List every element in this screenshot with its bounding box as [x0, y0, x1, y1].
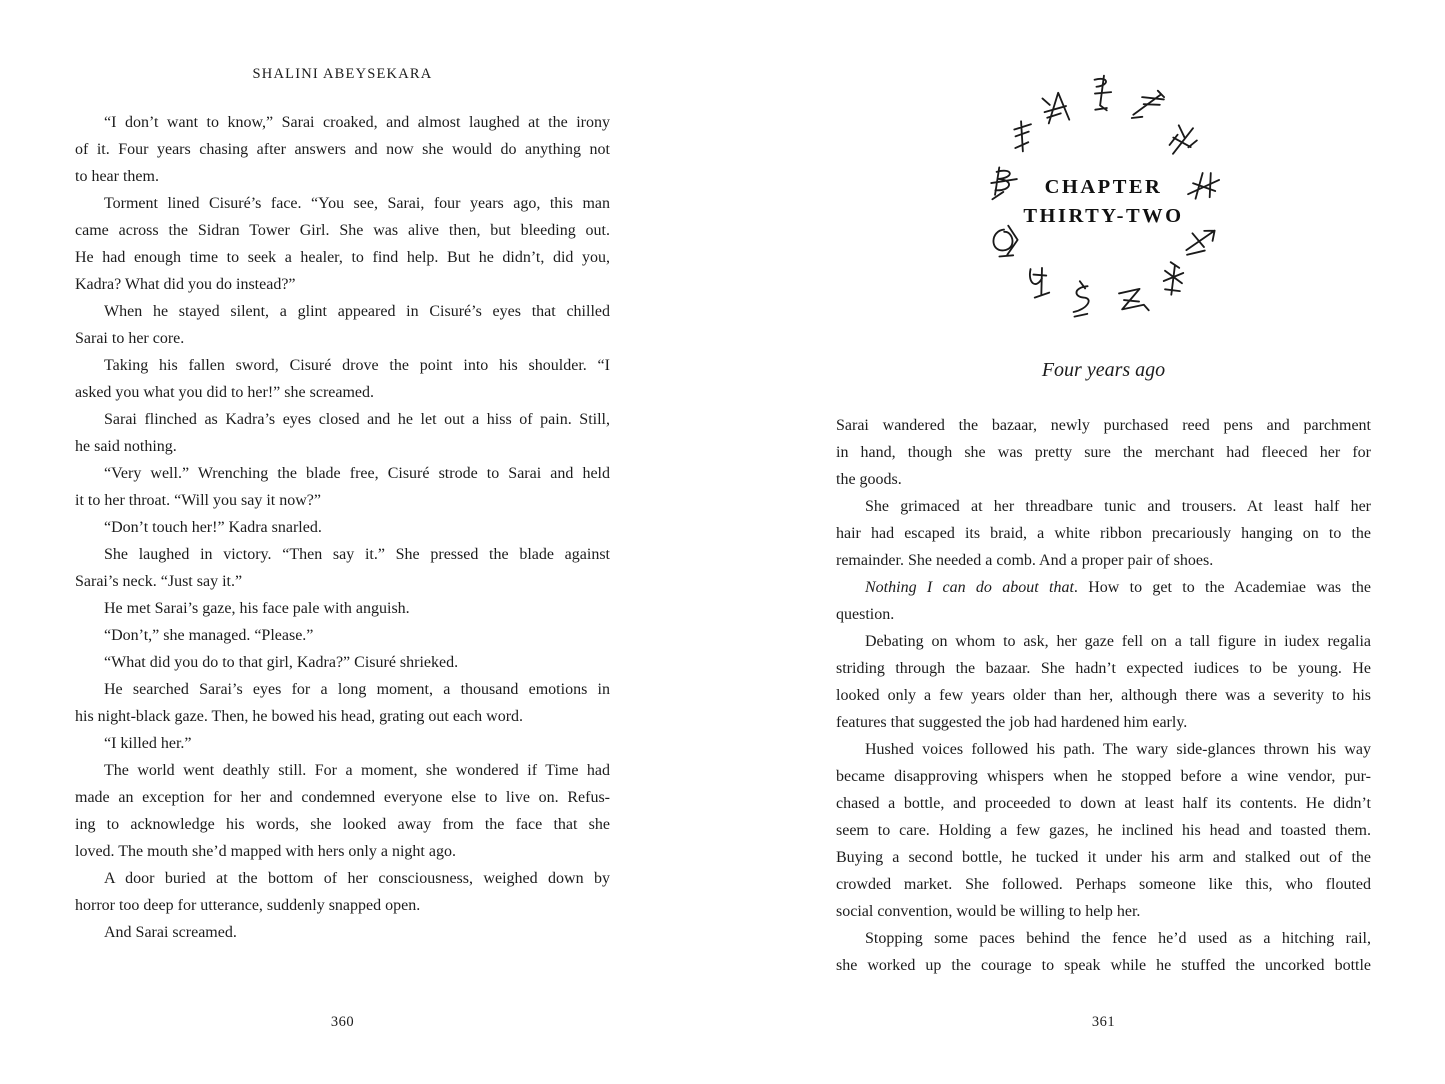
- text-line: made an exception for her and condemned everyone else to live on. Refus-: [75, 789, 610, 806]
- chapter-title: [1023, 173, 1183, 231]
- text-line: Sarai to her core.: [75, 330, 185, 347]
- right-page: [836, 0, 1371, 1084]
- text-line: seem to care. Holding a few gazes, he inclined his head and toasted them.: [836, 822, 1371, 839]
- text-line: She grimaced at her threadbare tunic and trousers. At least half her: [865, 498, 1371, 515]
- text-line: Buying a second bottle, he tucked it under his arm and stalked out of the: [836, 849, 1371, 866]
- text-line: to hear them.: [75, 168, 159, 185]
- text-line: The world went deathly still. For a moment, she wondered if Time had: [104, 762, 610, 779]
- text-line: A door buried at the bottom of her consciousness, weighed down by: [104, 870, 610, 887]
- text-line: “Don’t,” she managed. “Please.”: [104, 627, 314, 644]
- text-line: “I don’t want to know,” Sarai croaked, and almost laughed at the irony: [104, 114, 610, 131]
- text-line: And Sarai screamed.: [104, 924, 237, 941]
- text-line: question.: [836, 606, 895, 623]
- text-line: Stopping some paces behind the fence he’d used as a hitching rail,: [865, 930, 1371, 947]
- text-line: He searched Sarai’s eyes for a long moment, a thousand emotions in: [104, 681, 610, 698]
- text-line: Sarai wandered the bazaar, newly purchased reed pens and parchment: [836, 417, 1371, 434]
- text-line: Hushed voices followed his path. The wary side-glances thrown his way: [865, 741, 1371, 758]
- text-line: she worked up the courage to speak while he stuffed the uncorked bottle: [836, 957, 1371, 974]
- rune-glyph-icon: [980, 159, 1029, 208]
- text-line: remainder. She needed a comb. And a proper pair of shoes.: [836, 552, 1214, 569]
- rune-glyph-icon: [1157, 115, 1208, 166]
- text-line: asked you what you did to her!” she screamed.: [75, 384, 375, 401]
- text-line: Sarai’s neck. “Just say it.”: [75, 573, 243, 590]
- text-line: She laughed in victory. “Then say it.” She pressed the blade against: [104, 546, 610, 563]
- chapter-ornament: [954, 76, 1254, 328]
- chapter-title-line-1: CHAPTER: [1044, 176, 1163, 198]
- text-line: came across the Sidran Tower Girl. She was alive then, but bleeding out.: [75, 222, 610, 239]
- text-line: Taking his fallen sword, Cisuré drove the point into his shoulder. “I: [104, 357, 610, 374]
- rune-glyph-icon: [1177, 161, 1229, 213]
- text-line: ing to acknowledge his words, she looked away from the face that she: [75, 816, 610, 833]
- text-line: “I killed her.”: [104, 735, 192, 752]
- text-line: loved. The mouth she’d mapped with hers only a night ago.: [75, 843, 456, 860]
- text-line: He had enough time to seek a healer, to find help. But he didn’t, did you,: [75, 249, 610, 266]
- text-line: he said nothing.: [75, 438, 177, 455]
- text-line: Nothing I can do about that. How to get to the Academiae was the: [865, 579, 1372, 596]
- text-line: hair had escaped its braid, a white ribbon precariously hanging on to the: [836, 525, 1371, 542]
- text-line: Sarai flinched as Kadra’s eyes closed and he let out a hiss of pain. Still,: [104, 411, 610, 428]
- rune-glyph-icon: [1147, 255, 1198, 306]
- text-line: looked only a few years older than her, although there was a severity to his: [836, 687, 1371, 704]
- rune-glyph-icon: [1056, 278, 1104, 326]
- rune-glyph-icon: [1078, 70, 1126, 118]
- text-line: his night-black gaze. Then, he bowed his head, grating out each word.: [75, 708, 524, 725]
- left-page-body: [75, 109, 610, 946]
- text-line: it to her throat. “Will you say it now?”: [75, 492, 321, 509]
- page-number-left: 360: [330, 1014, 355, 1030]
- text-line: Debating on whom to ask, her gaze fell on a tall figure in iudex regalia: [865, 633, 1371, 650]
- text-line: of it. Four years chasing after answers and now she would do anything not: [75, 141, 610, 158]
- text-line: social convention, would be willing to help her.: [836, 903, 1141, 920]
- text-line: chased a bottle, and proceeded to down at least half its contents. He didn’t: [836, 795, 1371, 812]
- text-line: features that suggested the job had hardened him early.: [836, 714, 1188, 731]
- text-line: “Very well.” Wrenching the blade free, Cisuré strode to Sarai and held: [104, 465, 610, 482]
- chapter-title-line-2: THIRTY-TWO: [1023, 205, 1184, 227]
- text-line: Kadra? What did you do instead?”: [75, 276, 296, 293]
- running-header: SHALINI ABEYSEKARA: [252, 66, 433, 82]
- text-line: He met Sarai’s gaze, his face pale with anguish.: [104, 600, 410, 617]
- text-line: the goods.: [836, 471, 902, 488]
- page-number-right: 361: [1091, 1014, 1116, 1030]
- text-line: crowded market. She followed. Perhaps someone like this, who flouted: [836, 876, 1371, 893]
- text-line: “What did you do to that girl, Kadra?” Cisuré shrieked.: [104, 654, 459, 671]
- right-page-body: [836, 412, 1371, 979]
- rune-glyph-icon: [998, 110, 1051, 163]
- text-line: became disapproving whispers when he stopped before a wine vendor, pur-: [836, 768, 1371, 785]
- text-line: horror too deep for utterance, suddenly snapped open.: [75, 897, 421, 914]
- text-line: “Don’t touch her!” Kadra snarled.: [104, 519, 322, 536]
- section-label: Four years ago: [1041, 359, 1166, 381]
- text-line: striding through the bazaar. She hadn’t expected iudices to be young. He: [836, 660, 1371, 677]
- rune-glyph-icon: [980, 216, 1030, 266]
- text-line: in hand, though she was pretty sure the merchant had fleeced her for: [836, 444, 1371, 461]
- rune-glyph-icon: [1106, 278, 1154, 326]
- text-line: When he stayed silent, a glint appeared in Cisuré’s eyes that chilled: [104, 303, 610, 320]
- left-page: [75, 0, 610, 1084]
- text-line: Torment lined Cisuré’s face. “You see, Sarai, four years ago, this man: [104, 195, 610, 212]
